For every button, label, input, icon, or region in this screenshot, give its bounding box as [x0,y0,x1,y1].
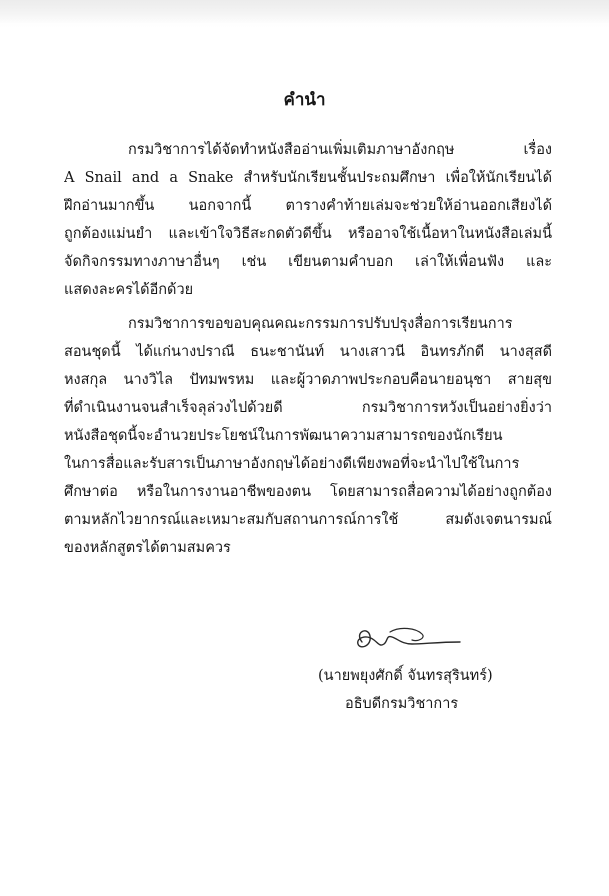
signer-name: (นายพยุงศักดิ์ จันทรสุรินทร์) [318,668,493,684]
paragraph-line: ในการสื่อและรับสารเป็นภาษาอังกฤษได้อย่างดีเพียงพอที่จะนำไปใช้ในการ [64,456,520,472]
signer-position: อธิบดีกรมวิชาการ [345,696,459,712]
handwritten-signature [342,620,472,660]
paragraph-line: ฝึกอ่านมากขึ้น นอกจากนี้ ตารางคำท้ายเล่มจะช่วยให้อ่านออกเสียงได้ [64,198,552,214]
paragraph-line: ที่ดำเนินงานจนสำเร็จลุล่วงไปด้วยดี กรมวิชาการหวังเป็นอย่างยิ่งว่า [64,400,552,416]
paragraph-line: กรมวิชาการได้จัดทำหนังสืออ่านเพิ่มเติมภาษาอังกฤษ เรื่อง [128,142,552,158]
paragraph-line: A Snail and a Snake สำหรับนักเรียนชั้นประถมศึกษา เพื่อให้นักเรียนได้ [64,170,552,186]
scan-top-shadow [0,0,609,24]
paragraph-line: หนังสือชุดนี้จะอำนวยประโยชน์ในการพัฒนาความสามารถของนักเรียน [64,428,503,444]
paragraph-line: ศึกษาต่อ หรือในการงานอาชีพของตน โดยสามารถสื่อความได้อย่างถูกต้อง [64,484,552,500]
paragraph-line: ถูกต้องแม่นยำ และเข้าใจวิธีสะกดตัวดีขึ้น หรืออาจใช้เนื้อหาในหนังสือเล่มนี้ [64,226,552,242]
paragraph-line: หงสกุล นางวิไล ปัทมพรหม และผู้วาดภาพประกอบคือนายอนุชา สายสุข [64,372,552,388]
paragraph-line: แสดงละครได้อีกด้วย [64,282,194,298]
paragraph-line: ของหลักสูตรได้ตามสมควร [64,540,231,556]
paragraph-intro [64,136,552,304]
paragraph-line: กรมวิชาการขอขอบคุณคณะกรรมการปรับปรุงสื่อการเรียนการ [128,316,513,332]
paragraph-line: สอนชุดนี้ ได้แก่นางปราณี ธนะชานันท์ นางเสาวนี อินทรภักดี นางสุสดี [64,344,552,360]
paragraph-line: ตามหลักไวยากรณ์และเหมาะสมกับสถานการณ์การใช้ สมดังเจตนารมณ์ [64,512,552,528]
paragraph-acknowledgement [64,310,552,562]
page-title: คำนำ [283,90,326,110]
paragraph-line: จัดกิจกรรมทางภาษาอื่นๆ เช่น เขียนตามคำบอก เล่าให้เพื่อนฟัง และ [64,254,552,270]
